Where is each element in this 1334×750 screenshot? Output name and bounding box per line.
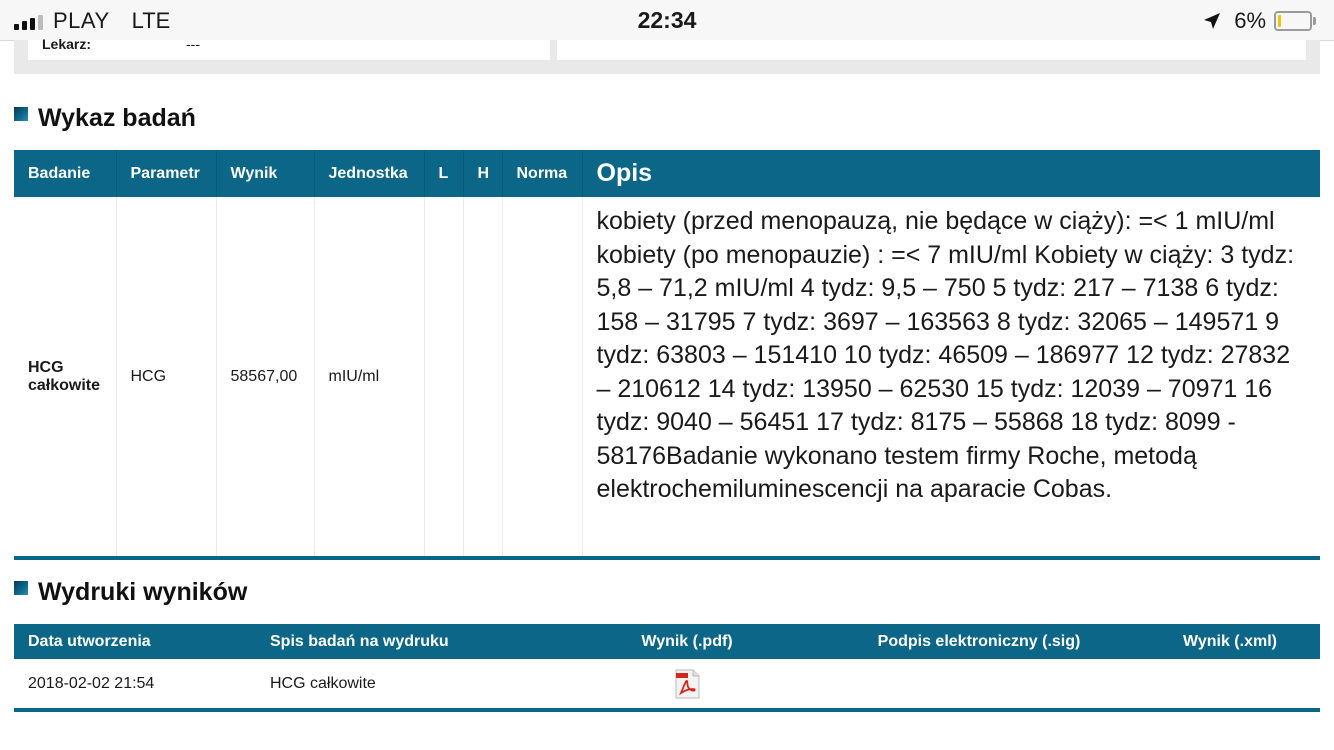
battery-icon [1274, 11, 1312, 31]
doctor-value: --- [186, 36, 200, 52]
cell-xml [1140, 659, 1320, 710]
patient-info-card-right [557, 40, 1306, 60]
col-header-wynik[interactable]: Wynik [216, 150, 314, 197]
battery-percent: 6% [1234, 8, 1266, 33]
prints-section-heading [14, 578, 247, 607]
cell-opis: kobiety (przed menopauzą, nie będące w ciąży): =< 1 mIU/ml kobiety (po menopauzie) : =< 7 mIU/ml Kobiety w ciąży: 3 tydz: 5,8 – 71,2 mIU/ml 4 tydz: 9,5 – 750 5 tydz: 217 – 7138 6 tydz: 158 – 31795 7 tydz: 3697 – 163563 8 tydz: 32065 – 149571 9 tydz: 63803 – 151410 10 tydz: 46509 – 186977 12 tydz: 27832 – 210612 14 tydz: 13950 – 62530 15 tydz: 12039 – 70971 16 tydz: 9040 – 56451 17 tydz: 8175 – 55868 18 tydz: 8099 - 58176Badanie wykonano testem firmy Roche, metodą elektrochemiluminescencji na aparacie Cobas. [582, 197, 1320, 558]
cell-wynik: 58567,00 [216, 197, 314, 558]
battery-level [1278, 15, 1281, 27]
section-square-icon [14, 581, 28, 595]
status-bar [0, 0, 1334, 41]
cell-sig [818, 659, 1140, 710]
tests-section-title: Wykaz badań [38, 104, 196, 132]
patient-info-panel [14, 36, 1320, 74]
col-header-opis[interactable]: Opis [582, 150, 1320, 197]
col-header-date[interactable]: Data utworzenia [14, 624, 256, 659]
table-row [14, 197, 1320, 558]
doctor-label: Lekarz: [42, 36, 92, 52]
cell-l [424, 197, 463, 558]
cell-pdf [556, 659, 818, 710]
cell-parametr: HCG [116, 197, 216, 558]
col-header-pdf[interactable]: Wynik (.pdf) [556, 624, 818, 659]
carrier-name: PLAY [53, 8, 110, 33]
prints-table-header [14, 624, 1320, 659]
col-header-xml[interactable]: Wynik (.xml) [1140, 624, 1320, 659]
tests-section-heading [14, 104, 196, 133]
cell-date: 2018-02-02 21:54 [14, 659, 256, 710]
col-header-sig[interactable]: Podpis elektroniczny (.sig) [818, 624, 1140, 659]
cell-h [463, 197, 502, 558]
network-type: LTE [131, 8, 171, 33]
col-header-badanie[interactable]: Badanie [14, 150, 116, 197]
cell-jednostka: mIU/ml [314, 197, 424, 558]
col-header-norma[interactable]: Norma [502, 150, 582, 197]
patient-info-card-left [28, 36, 550, 60]
col-header-parametr[interactable]: Parametr [116, 150, 216, 197]
cell-norma [502, 197, 582, 558]
prints-table [14, 624, 1320, 712]
tests-table [14, 150, 1320, 560]
table-row [14, 659, 1320, 710]
location-arrow-icon [1202, 11, 1222, 31]
prints-section-title: Wydruki wyników [38, 578, 248, 606]
col-header-jednostka[interactable]: Jednostka [314, 150, 424, 197]
cell-list: HCG całkowite [256, 659, 556, 710]
section-square-icon [14, 107, 28, 121]
clock: 22:34 [637, 7, 697, 33]
cell-badanie: HCG całkowite [14, 197, 116, 558]
pdf-file-icon[interactable] [672, 669, 702, 699]
col-header-l[interactable]: L [424, 150, 463, 197]
col-header-h[interactable]: H [463, 150, 502, 197]
col-header-list[interactable]: Spis badań na wydruku [256, 624, 556, 659]
tests-table-header [14, 150, 1320, 197]
